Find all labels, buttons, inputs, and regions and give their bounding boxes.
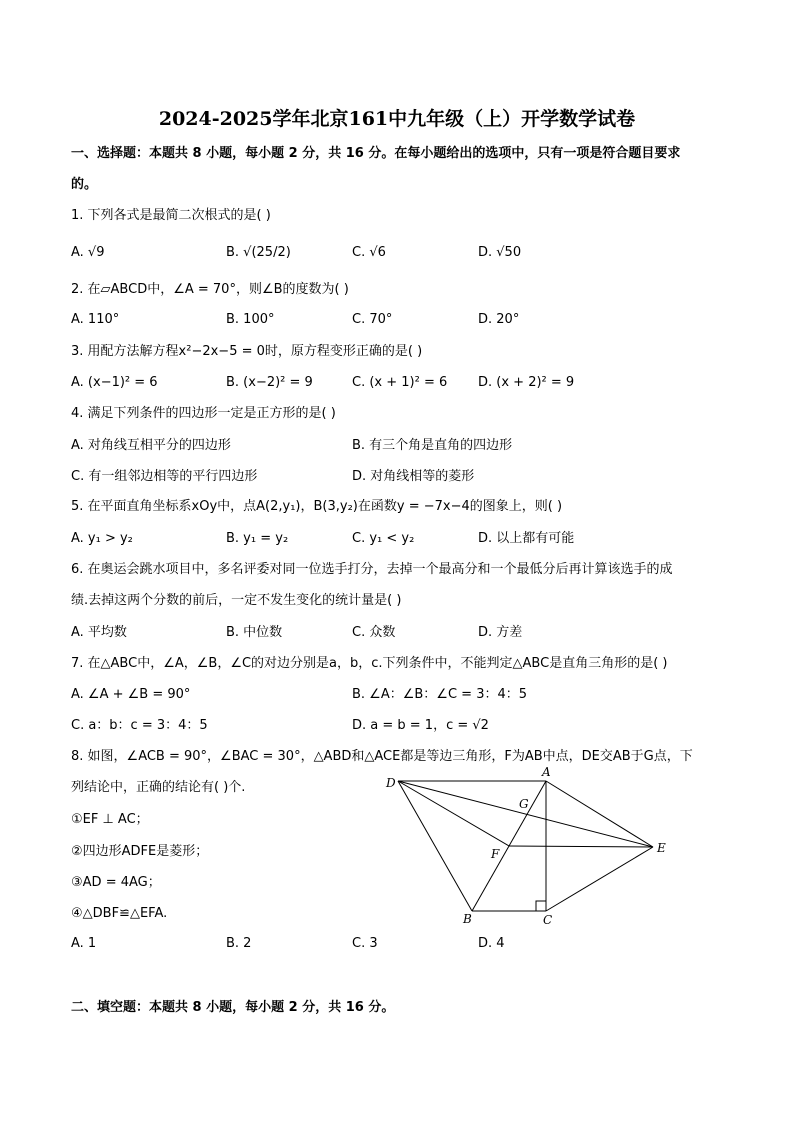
label-d: D (386, 776, 396, 790)
label-b: B (463, 912, 472, 926)
q4-option-c: C. 有一组邻边相等的平行四边形 (71, 469, 258, 484)
segment-db (398, 781, 472, 911)
q2-option-c: C. 70° (352, 312, 393, 327)
q4-option-a: A. 对角线互相平分的四边形 (71, 438, 231, 453)
section1-heading-line1: 一、选择题：本题共 8 小题，每小题 2 分，共 16 分。在每小题给出的选项中，只有一项是符合题目要求 (71, 146, 681, 161)
q4-option-b: B. 有三个角是直角的四边形 (352, 438, 513, 453)
q5-option-a: A. y₁ > y₂ (71, 531, 133, 546)
q1-option-c: C. √6 (352, 245, 386, 260)
q1-option-d: D. √50 (478, 245, 522, 260)
q4-stem: 4. 满足下列条件的四边形一定是正方形的是( ) (71, 406, 336, 421)
q3-option-d: D. (x + 2)² = 9 (478, 375, 575, 390)
q1-stem: 1. 下列各式是最简二次根式的是( ) (71, 208, 271, 223)
q2-option-a: A. 110° (71, 312, 120, 327)
q7-option-d: D. a = b = 1，c = √2 (352, 718, 489, 733)
segment-ce (546, 847, 653, 911)
section1-heading-line2: 的。 (71, 177, 98, 192)
q8-option-d: D. 4 (478, 936, 505, 951)
segment-df (398, 781, 509, 846)
q8-conclusion-2: ②四边形ADFE是菱形； (71, 844, 209, 859)
q4-option-d: D. 对角线相等的菱形 (352, 469, 475, 484)
q2-option-d: D. 20° (478, 312, 520, 327)
q8-conclusion-3: ③AD = 4AG； (71, 875, 161, 890)
segment-de (398, 781, 653, 847)
q5-option-b: B. y₁ = y₂ (226, 531, 289, 546)
q8-conclusion-4: ④△DBF≌△EFA. (71, 906, 168, 921)
q5-option-d: D. 以上都有可能 (478, 531, 575, 546)
q6-option-a: A. 平均数 (71, 625, 127, 640)
right-angle-mark (536, 901, 546, 911)
label-e: E (657, 841, 666, 855)
q6-stem-line2: 绩.去掉这两个分数的前后，一定不发生变化的统计量是( ) (71, 593, 402, 608)
label-g: G (519, 797, 529, 811)
q6-option-c: C. 众数 (352, 625, 396, 640)
q7-option-a: A. ∠A + ∠B = 90° (71, 687, 191, 702)
q3-stem: 3. 用配方法解方程x²−2x−5 = 0时，原方程变形正确的是( ) (71, 344, 423, 359)
q8-stem-line1: 8. 如图，∠ACB = 90°，∠BAC = 30°，△ABD和△ACE都是等边三角形，F为AB中点，DE交AB于G点，下 (71, 749, 693, 764)
q7-stem: 7. 在△ABC中，∠A，∠B，∠C的对边分别是a，b，c.下列条件中，不能判定△ABC是直角三角形的是( ) (71, 656, 668, 671)
q8-stem-line2: 列结论中，正确的结论有( )个. (71, 780, 246, 795)
q1-option-b: B. √(25/2) (226, 245, 291, 260)
section2-heading: 二、填空题：本题共 8 小题，每小题 2 分，共 16 分。 (71, 1000, 395, 1015)
q3-option-c: C. (x + 1)² = 6 (352, 375, 448, 390)
q1-option-a: A. √9 (71, 245, 105, 260)
segment-ae (546, 781, 653, 847)
label-f: F (491, 847, 500, 861)
q6-stem-line1: 6. 在奥运会跳水项目中，多名评委对同一位选手打分，去掉一个最高分和一个最低分后再计算该选手的成 (71, 562, 673, 577)
q3-option-a: A. (x−1)² = 6 (71, 375, 158, 390)
label-c: C (543, 913, 553, 927)
label-a: A (542, 765, 551, 779)
q8-conclusion-1: ①EF ⊥ AC； (71, 812, 149, 827)
geometry-figure (380, 765, 680, 930)
segment-fe (509, 846, 653, 847)
q8-option-a: A. 1 (71, 936, 97, 951)
q8-option-b: B. 2 (226, 936, 252, 951)
q6-option-d: D. 方差 (478, 625, 523, 640)
page-title: 2024-2025学年北京161中九年级（上）开学数学试卷 (158, 108, 636, 130)
q2-stem: 2. 在▱ABCD中，∠A = 70°，则∠B的度数为( ) (71, 282, 349, 297)
q7-option-c: C. a：b：c = 3：4：5 (71, 718, 208, 733)
q2-option-b: B. 100° (226, 312, 275, 327)
q6-option-b: B. 中位数 (226, 625, 283, 640)
q8-option-c: C. 3 (352, 936, 378, 951)
q5-option-c: C. y₁ < y₂ (352, 531, 415, 546)
q7-option-b: B. ∠A：∠B：∠C = 3：4：5 (352, 687, 528, 702)
q5-stem: 5. 在平面直角坐标系xOy中，点A(2,y₁)，B(3,y₂)在函数y = −7x−4的图象上，则( ) (71, 499, 563, 514)
q3-option-b: B. (x−2)² = 9 (226, 375, 313, 390)
